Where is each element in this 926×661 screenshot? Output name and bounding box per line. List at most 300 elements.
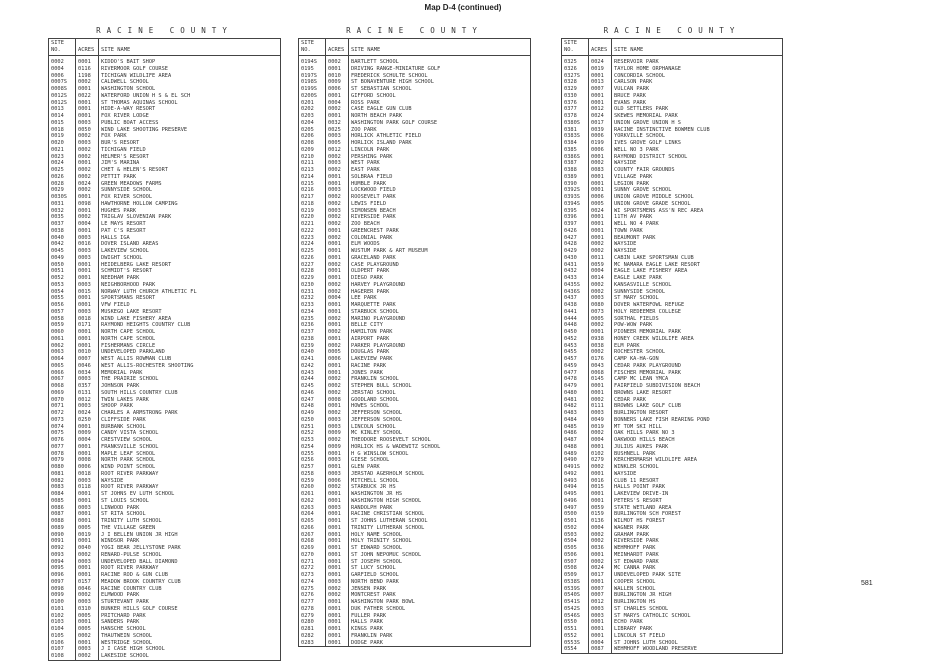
site-acres: 0002 — [589, 349, 612, 356]
table-row — [49, 376, 281, 383]
table-row — [562, 390, 783, 397]
site-number: 0217 — [301, 194, 314, 200]
site-name: RACINE CHRISTIAN SCHOOL — [349, 511, 531, 518]
table-row — [49, 174, 281, 181]
site-number: 0437 — [564, 295, 577, 302]
site-acres: 0005 — [76, 613, 99, 620]
site-name: HALLS IGA — [99, 235, 281, 242]
site-name: OAK HILLS PARK NO 3 — [612, 430, 783, 437]
site-acres: 0002 — [326, 390, 349, 397]
site-number: 0385 — [564, 146, 577, 153]
table-row — [562, 214, 783, 221]
site-name: SORTHAL FIELDS — [612, 316, 783, 323]
site-number: 0206 — [301, 133, 314, 140]
site-acres: 0001 — [326, 565, 349, 572]
site-name: WAYSIDE — [99, 478, 281, 485]
site-acres: 0002 — [76, 592, 99, 599]
site-acres: 0001 — [326, 174, 349, 181]
table-row — [299, 316, 531, 323]
site-name: SPORTSMANS RESORT — [99, 295, 281, 302]
site-name: CHET & HELEN'S RESORT — [99, 167, 281, 174]
site-name: UNION GROVE MIDDLE SCHOOL — [612, 194, 783, 201]
site-name: HALLS PARK — [349, 619, 531, 626]
site-name: BURLINGTON SCH FOREST — [612, 511, 783, 518]
table-row — [49, 221, 281, 228]
site-number: 0066 — [51, 369, 64, 376]
site-name: WASHINGTON JR HS — [349, 491, 531, 498]
site-number: 0436S — [564, 288, 580, 295]
site-number: 0502 — [564, 524, 577, 531]
site-name: GRAHAM PARK — [612, 532, 783, 539]
site-number: 0052 — [51, 275, 64, 281]
table-row — [299, 478, 531, 485]
site-acres: 0010 — [326, 73, 349, 80]
site-acres: 0007 — [589, 86, 612, 93]
site-name: CLUB 11 RESORT — [612, 478, 783, 485]
site-number: 0267 — [301, 531, 314, 538]
table-row — [299, 201, 531, 208]
site-name: MITCHELL SCHOOL — [349, 478, 531, 485]
site-number: 0071 — [51, 403, 64, 410]
site-name: GREENCREST PARK — [349, 228, 531, 235]
site-number: 0216 — [301, 187, 314, 194]
table-row — [562, 640, 783, 647]
site-name: THAUTWEIN SCHOOL — [99, 633, 281, 640]
site-acres: 0001 — [589, 633, 612, 640]
site-table — [561, 38, 783, 654]
site-name: STEPHEN BULL SCHOOL — [349, 383, 531, 390]
site-name: NORTH CAPE SCHOOL — [99, 329, 281, 336]
site-name: MC KINLEY SCHOOL — [349, 430, 531, 437]
site-acres: 0001 — [76, 498, 99, 505]
table-row — [562, 79, 783, 86]
site-acres: 0001 — [589, 73, 612, 80]
table-row — [562, 235, 783, 242]
site-acres: 0024 — [589, 113, 612, 120]
site-name: SOLBRAA FIELD — [349, 174, 531, 181]
site-acres: 0003 — [326, 424, 349, 431]
site-number: 0063 — [51, 349, 64, 356]
site-name: CHARLES A ARMSTRONG PARK — [99, 410, 281, 417]
site-name: PETERS'S RESORT — [612, 498, 783, 505]
site-acres: 0012 — [589, 106, 612, 113]
site-acres: 0003 — [76, 376, 99, 383]
table-row — [299, 181, 531, 188]
site-number: 0079 — [51, 457, 64, 464]
table-row — [49, 187, 281, 194]
site-acres: 0116 — [76, 66, 99, 73]
site-acres: 0199 — [589, 140, 612, 147]
site-number: 0242 — [301, 362, 314, 369]
site-acres: 0001 — [326, 545, 349, 552]
site-acres: 0005 — [589, 201, 612, 208]
site-acres: 0136 — [589, 518, 612, 525]
site-acres: 0001 — [76, 295, 99, 302]
table-row — [299, 187, 531, 194]
site-number: 0507 — [564, 558, 577, 565]
site-acres: 0006 — [589, 194, 612, 201]
site-number: 0102 — [51, 612, 64, 619]
header-site-name: SITE NAME — [99, 39, 281, 56]
site-acres: 0001 — [589, 579, 612, 586]
site-number: 0260 — [301, 484, 314, 491]
site-number: 0243 — [301, 369, 314, 376]
table-row — [49, 86, 281, 93]
table-row — [562, 451, 783, 458]
site-acres: 0001 — [326, 370, 349, 377]
table-row — [49, 133, 281, 140]
site-acres: 0001 — [76, 106, 99, 113]
site-name: UNION GROVE GRADE SCHOOL — [612, 201, 783, 208]
site-number: 0019 — [51, 133, 64, 140]
site-name: MEINHARDT PARK — [612, 552, 783, 559]
site-acres: 0001 — [326, 363, 349, 370]
table-row — [562, 262, 783, 269]
site-number: 0394S — [564, 200, 580, 207]
site-number: 0221 — [301, 221, 314, 227]
site-acres: 0002 — [76, 187, 99, 194]
site-number: 0452 — [564, 335, 577, 342]
site-acres: 0001 — [326, 403, 349, 410]
site-name: CASE EAGLE GUN CLUB — [349, 106, 531, 113]
site-acres: 0002 — [76, 653, 99, 660]
site-name: TICHIGAN FIELD — [99, 147, 281, 154]
site-number: 0198S — [301, 79, 317, 86]
site-name: WEST ALLIS ROWMAN CLUB — [99, 356, 281, 363]
table-row — [562, 147, 783, 154]
site-name: GRACELAND PARK — [349, 255, 531, 262]
site-name: SCHMIDT'S RESORT — [99, 268, 281, 275]
site-number: 0326 — [564, 65, 577, 72]
site-acres: 0159 — [589, 511, 612, 518]
site-acres: 0001 — [76, 228, 99, 235]
site-number: 0386S — [564, 153, 580, 160]
table-row — [562, 538, 783, 545]
site-acres: 0002 — [326, 154, 349, 161]
site-name: NORTH CAPE SCHOOL — [99, 336, 281, 343]
table-row — [299, 559, 531, 566]
site-name: CEDAR PARK PLAYGROUND — [612, 363, 783, 370]
table-row — [299, 430, 531, 437]
site-number: 0229 — [301, 275, 314, 281]
site-number: 0501 — [564, 518, 577, 524]
site-number: 0395 — [564, 207, 577, 214]
site-name: EAGLE LAKE PARK — [612, 275, 783, 282]
site-name: LINCOLN PARK — [349, 147, 531, 154]
site-number: 0087 — [51, 511, 64, 518]
table-row — [49, 309, 281, 316]
site-number: 0258 — [301, 470, 314, 477]
table-row — [299, 525, 531, 532]
table-row — [299, 626, 531, 633]
site-name: DWIGHT SCHOOL — [99, 255, 281, 262]
table-row — [562, 471, 783, 478]
site-number: 0266 — [301, 524, 314, 531]
site-name: RANDOLPH PARK — [349, 505, 531, 512]
site-name: MC CANNA PARK — [612, 565, 783, 572]
table-row — [562, 181, 783, 188]
site-acres: 0003 — [326, 457, 349, 464]
table-row — [49, 79, 281, 86]
site-number: 0376 — [564, 99, 577, 106]
table-row — [299, 282, 531, 289]
site-name: GLEN PARK — [349, 464, 531, 471]
table-row — [49, 498, 281, 505]
site-number: 0018 — [51, 126, 64, 133]
site-acres: 0002 — [76, 147, 99, 154]
site-number: 0236 — [301, 322, 314, 329]
site-acres: 0002 — [589, 322, 612, 329]
site-name: WEHMHOFF WOODLAND PRESERVE — [612, 646, 783, 653]
site-number: 0264 — [301, 511, 314, 518]
site-acres: 0003 — [76, 255, 99, 262]
site-name: LINCOLN ST FIELD — [612, 633, 783, 640]
site-name: WIND LAKE FISHERY AREA — [99, 316, 281, 323]
site-number: 0205 — [301, 126, 314, 133]
site-acres: 0003 — [589, 410, 612, 417]
table-row — [299, 174, 531, 181]
site-number: 0482 — [564, 403, 577, 410]
site-name: WELL NO 3 PARK — [612, 147, 783, 154]
site-acres: 0003 — [76, 599, 99, 606]
site-number: 0252 — [301, 430, 314, 437]
table-row — [49, 491, 281, 498]
table-row — [562, 559, 783, 566]
site-acres: 0001 — [326, 309, 349, 316]
site-name: HAGERER PARK — [349, 289, 531, 296]
table-row — [49, 606, 281, 613]
table-row — [299, 424, 531, 431]
site-acres: 0024 — [76, 181, 99, 188]
table-row — [562, 248, 783, 255]
table-row — [49, 613, 281, 620]
site-name: HOLY TRINITY SCHOOL — [349, 538, 531, 545]
site-name: LEE PARK — [349, 295, 531, 302]
site-name: H G WINSLOW SCHOOL — [349, 451, 531, 458]
table-row — [299, 221, 531, 228]
table-row — [49, 228, 281, 235]
site-acres: 0012 — [76, 397, 99, 404]
table-row — [299, 484, 531, 491]
site-number: 0064 — [51, 356, 64, 362]
site-number: 0059 — [51, 322, 64, 329]
site-acres: 0001 — [326, 255, 349, 262]
table-row — [562, 403, 783, 410]
table-row — [562, 505, 783, 512]
table-row — [299, 397, 531, 404]
site-acres: 0001 — [326, 241, 349, 248]
site-name: LAKESIDE SCHOOL — [99, 653, 281, 660]
site-acres: 0007 — [76, 356, 99, 363]
site-name: KERCHERMARSH WILDLIFE AREA — [612, 457, 783, 464]
site-number: 0491S — [564, 464, 580, 470]
site-number: 0024 — [51, 160, 64, 167]
site-acres: 0001 — [589, 383, 612, 390]
site-name: PAT C'S RESORT — [99, 228, 281, 235]
site-acres: 0001 — [76, 160, 99, 167]
site-name: STARBUCK SCHOOL — [349, 309, 531, 316]
site-number: 0429 — [564, 248, 577, 254]
site-name: BURLINGTON HS — [612, 599, 783, 606]
site-name: VFW FIELD — [99, 302, 281, 309]
site-name: WAYSIDE — [612, 248, 783, 255]
site-number: 0274 — [301, 578, 314, 585]
table-row — [299, 336, 531, 343]
site-number: 0330 — [564, 92, 577, 99]
site-acres: 0001 — [589, 498, 612, 505]
table-row — [562, 349, 783, 356]
site-number: 0224 — [301, 241, 314, 248]
site-name: BUR'S RESORT — [99, 140, 281, 147]
site-name: WAYSIDE — [612, 241, 783, 248]
site-acres: 0005 — [589, 316, 612, 323]
site-number: 0029 — [51, 187, 64, 194]
site-name: ST JOHNS EV LUTH SCHOOL — [99, 491, 281, 498]
site-number: 0097 — [51, 578, 64, 585]
header-site-no: SITE NO. — [49, 39, 76, 56]
site-acres: 0001 — [326, 336, 349, 343]
site-name: TRIGLAV SLOVENIAN PARK — [99, 214, 281, 221]
site-acres: 0102 — [589, 451, 612, 458]
site-name: CALDWELL SCHOOL — [99, 79, 281, 86]
site-number: 0453 — [564, 342, 577, 349]
site-number: 0245 — [301, 383, 314, 389]
site-number: 0050 — [51, 261, 64, 268]
site-name: MT TOM SKI HILL — [612, 424, 783, 431]
site-number: 0223 — [301, 234, 314, 241]
site-name: ZOO PARK — [349, 127, 531, 134]
site-acres: 0005 — [76, 525, 99, 532]
site-acres: 0001 — [76, 538, 99, 545]
site-number: 0020 — [51, 140, 64, 146]
site-acres: 0003 — [326, 187, 349, 194]
site-number: 0265 — [301, 518, 314, 524]
site-acres: 0002 — [326, 167, 349, 174]
site-number: 0012S — [51, 99, 67, 106]
site-acres: 0002 — [326, 383, 349, 390]
site-number: 0550 — [564, 619, 577, 626]
site-acres: 0001 — [589, 154, 612, 161]
site-acres: 0002 — [326, 262, 349, 269]
site-acres: 0938 — [589, 336, 612, 343]
table-row — [562, 619, 783, 626]
table-row — [299, 633, 531, 640]
site-number: 0219 — [301, 207, 314, 214]
site-number: 0489 — [564, 450, 577, 457]
table-row — [562, 464, 783, 471]
table-row — [49, 653, 281, 660]
table-row — [299, 56, 531, 66]
site-number: 0389 — [564, 173, 577, 180]
table-row — [299, 86, 531, 93]
table-row — [299, 268, 531, 275]
table-row — [299, 248, 531, 255]
site-acres: 0003 — [589, 295, 612, 302]
table-row — [299, 106, 531, 113]
site-acres: 0002 — [76, 167, 99, 174]
site-name: CLIFFSIDE PARK — [99, 417, 281, 424]
site-number: 0393S — [564, 194, 580, 200]
site-name: FREDERICK SCHULTE SCHOOL — [349, 73, 531, 80]
site-acres: 0001 — [589, 181, 612, 188]
site-acres: 0003 — [326, 133, 349, 140]
site-name: VILLAGE PARK — [612, 174, 783, 181]
table-row — [49, 390, 281, 397]
site-acres: 0001 — [76, 262, 99, 269]
site-number: 0199S — [301, 86, 317, 92]
site-number: 0390 — [564, 180, 577, 187]
site-name: LAKEVIEW PARK — [349, 356, 531, 363]
site-name: ZOO BEACH — [349, 221, 531, 228]
site-name: GIESE SCHOOL — [349, 457, 531, 464]
county-heading: RACINE COUNTY — [346, 26, 483, 35]
site-acres: 0018 — [76, 471, 99, 478]
site-acres: 0043 — [589, 363, 612, 370]
site-number: 0070 — [51, 396, 64, 403]
site-acres: 0001 — [326, 511, 349, 518]
site-number: 0380S — [564, 119, 580, 126]
site-number: 0509 — [564, 572, 577, 578]
site-name: EVANS PARK — [612, 100, 783, 107]
table-row — [49, 626, 281, 633]
table-row — [562, 532, 783, 539]
table-row — [299, 606, 531, 613]
table-row — [562, 154, 783, 161]
table-row — [49, 93, 281, 100]
table-row — [562, 437, 783, 444]
table-row — [562, 309, 783, 316]
table-row — [49, 282, 281, 289]
site-number: 0539S — [564, 585, 580, 592]
site-number: 0031 — [51, 200, 64, 207]
site-acres: 0015 — [589, 484, 612, 491]
site-acres: 0357 — [76, 383, 99, 390]
site-name: JERSTAD SCHOOL — [349, 390, 531, 397]
site-name: UNDEVELOPED PARKLAND — [99, 349, 281, 356]
county-heading: RACINE COUNTY — [96, 26, 233, 35]
table-row — [299, 444, 531, 451]
site-name: RENARD-PULSE SCHOOL — [99, 552, 281, 559]
table-row — [49, 214, 281, 221]
site-name: MC NAMARA EAGLE LAKE RESORT — [612, 262, 783, 269]
table-row — [299, 376, 531, 383]
table-row — [562, 221, 783, 228]
site-number: 0082 — [51, 477, 64, 484]
site-number: 0271 — [301, 558, 314, 565]
table-row — [49, 403, 281, 410]
site-acres: 0004 — [589, 640, 612, 647]
site-acres: 0001 — [589, 214, 612, 221]
site-acres: 0001 — [326, 518, 349, 525]
site-number: 0023 — [51, 153, 64, 160]
site-name: COOPER SCHOOL — [612, 579, 783, 586]
site-acres: 1198 — [76, 73, 99, 80]
site-name: SIMONSEN BEACH — [349, 208, 531, 215]
site-acres: 0001 — [76, 444, 99, 451]
table-row — [49, 120, 281, 127]
site-number: 0500 — [564, 511, 577, 518]
site-acres: 0009 — [326, 430, 349, 437]
site-name: BURLINGTON RESORT — [612, 410, 783, 417]
site-acres: 0039 — [589, 127, 612, 134]
site-acres: 0001 — [589, 93, 612, 100]
site-acres: 0002 — [326, 214, 349, 221]
site-name: WESTRIDGE SCHOOL — [99, 640, 281, 647]
table-row — [299, 133, 531, 140]
site-number: 0441 — [564, 308, 577, 315]
site-name: COUNTY FAIR GROUNDS — [612, 167, 783, 174]
site-name: NORTH PARK SCHOOL — [99, 457, 281, 464]
